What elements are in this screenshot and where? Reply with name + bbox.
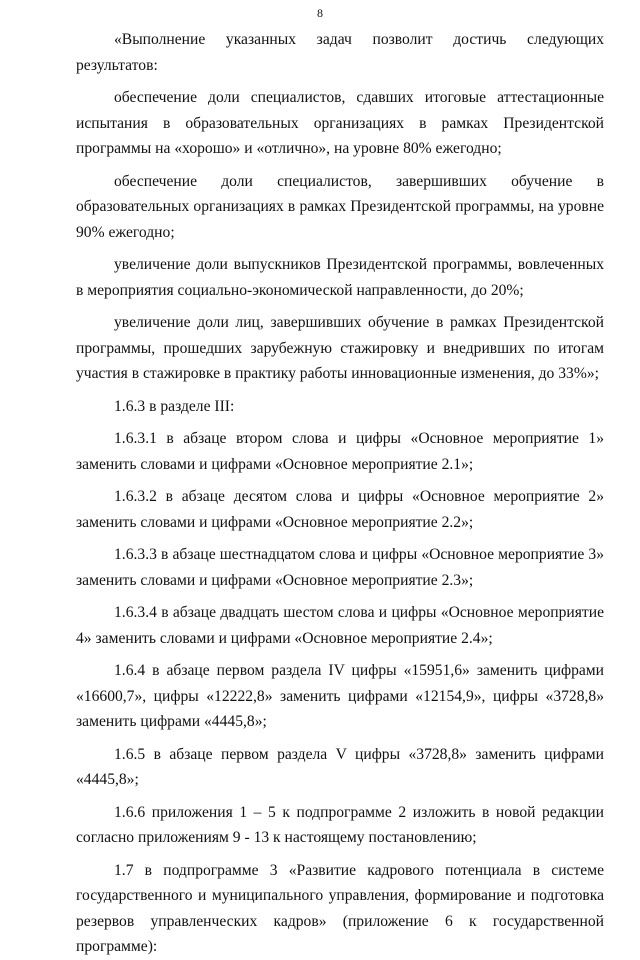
paragraph-intro: «Выполнение указанных задач позволит достичь следующих результатов: (76, 31, 604, 74)
paragraph-result-3: увеличение доли выпускников Президентской программы, вовлеченных в мероприятия социально-экономической направленности, до 20%; (76, 256, 604, 299)
page-number: 8 (317, 6, 323, 20)
paragraph-1-6-3: 1.6.3 в разделе III: (114, 397, 235, 415)
paragraph-1-6-3-1: 1.6.3.1 в абзаце втором слова и цифры «Основное мероприятие 1» заменить словами и цифрами «Основное мероприятие 2.1»; (76, 430, 604, 473)
paragraph-1-6-3-4: 1.6.3.4 в абзаце двадцать шестом слова и цифры «Основное мероприятие 4» заменить словами и цифрами «Основное мероприятие 2.4»; (76, 604, 604, 647)
paragraph-1-6-3-2: 1.6.3.2 в абзаце десятом слова и цифры «Основное мероприятие 2» заменить словами и цифрами «Основное мероприятие 2.2»; (76, 488, 604, 531)
paragraph-1-7: 1.7 в подпрограмме 3 «Развитие кадрового потенциала в системе государственного и муниципального управления, формирование и подготовка резервов управленческих кадров» (приложение 6 к государственной программе): (76, 861, 604, 955)
paragraph-result-2: обеспечение доли специалистов, завершивших обучение в образовательных организациях в рамках Президентской программы, на уровне 90% ежегодно; (76, 172, 604, 241)
paragraph-1-6-5: 1.6.5 в абзаце первом раздела V цифры «3728,8» заменить цифрами «4445,8»; (76, 745, 604, 788)
paragraph-result-4: увеличение доли лиц, завершивших обучение в рамках Президентской программы, прошедших зарубежную стажировку и внедривших по итогам участия в стажировке в практику работы инновационные изменения, до 33%»; (76, 314, 604, 382)
paragraph-1-6-3-3: 1.6.3.3 в абзаце шестнадцатом слова и цифры «Основное мероприятие 3» заменить словами и цифрами «Основное мероприятие 2.3»; (76, 546, 604, 589)
paragraph-result-1: обеспечение доли специалистов, сдавших итоговые аттестационные испытания в образовательных организациях в рамках Президентской программы на «хорошо» и «отлично», на уровне 80% ежегодно; (76, 89, 604, 157)
paragraph-1-6-4: 1.6.4 в абзаце первом раздела IV цифры «15951,6» заменить цифрами «16600,7», цифры «12222,8» заменить цифрами «12154,9», цифры «3728,8» заменить цифрами «4445,8»; (76, 662, 604, 730)
document-body (76, 27, 604, 960)
paragraph-1-6-6: 1.6.6 приложения 1 – 5 к подпрограмме 2 изложить в новой редакции согласно приложениям 9 - 13 к настоящему постановлению; (76, 803, 604, 846)
